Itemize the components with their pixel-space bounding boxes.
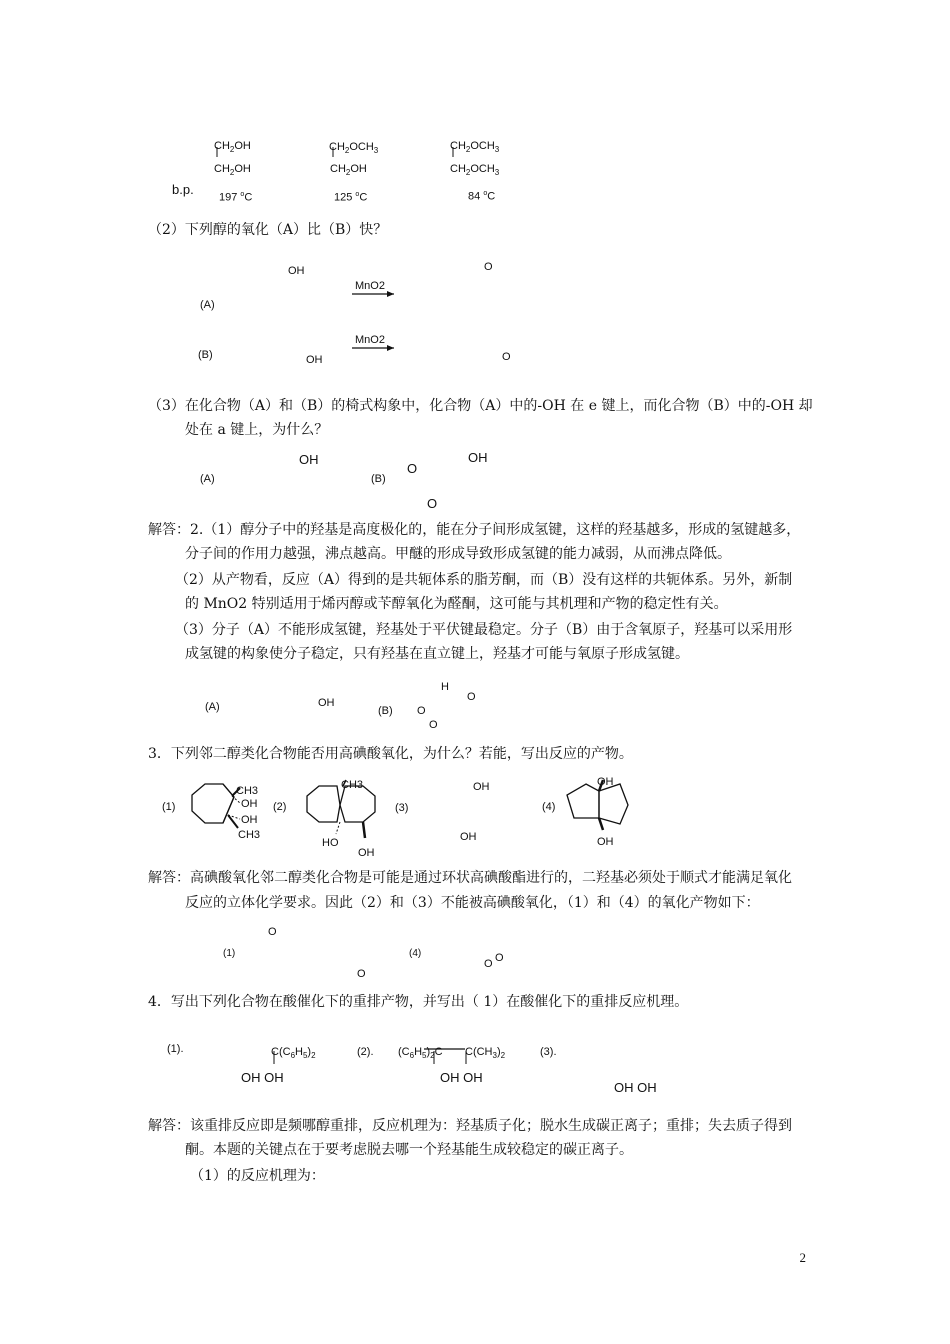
answer-2-line-1: 解答：2.（1）醇分子中的羟基是高度极化的，能在分子间形成氢键，这样的羟基越多，形成的氢键越多， (148, 522, 801, 538)
q4-ohoh-3: OH OH (614, 1080, 657, 1095)
q3b-label-1: (1) (162, 801, 176, 813)
q3b-label-4: (4) (542, 801, 556, 813)
q3-o-2: O (427, 496, 438, 511)
q4-c1: $C(C_6H_5)_2$ (271, 1046, 316, 1060)
compound2-top: $CH_2OCH_3$ (329, 141, 379, 155)
ans2-label-a: (A) (205, 701, 220, 713)
ans2-label-b: (B) (378, 705, 393, 717)
q3b-oh-4a: OH (597, 776, 614, 788)
ans3-o-4a: O (495, 952, 504, 964)
ans2-oh: OH (318, 697, 335, 709)
q3-label-b: (B) (371, 473, 386, 485)
ans3-o-1: O (268, 926, 277, 938)
q3b-ch3-1b: CH3 (238, 829, 261, 841)
q4-c2a: $(C_6H_5)_2C$ (398, 1046, 443, 1060)
q2-label-b: (B) (198, 349, 213, 361)
answer-3-line-2: 反应的立体化学要求。因此（2）和（3）不能被高碘酸氧化，（1）和（4）的氧化产物如下： (185, 895, 760, 911)
q4-ohoh-2: OH OH (440, 1070, 483, 1085)
ans3-o-2: O (357, 968, 366, 980)
q2-o-a: O (484, 261, 493, 273)
q3-o-1: O (407, 461, 418, 476)
q3b-ch3-2: CH3 (341, 779, 364, 791)
q3b-ch3-1a: CH3 (236, 785, 259, 797)
ans2-o-3: O (429, 719, 438, 731)
bp-label: b.p. (172, 182, 194, 197)
q3b-ho: HO (322, 837, 339, 849)
q3b-label-3: (3) (395, 802, 409, 814)
compound3-top: $CH_2OCH_3$ (450, 140, 500, 154)
bp-value-2: 125 $^o$C (334, 191, 368, 204)
q4-ohoh-1: OH OH (241, 1070, 284, 1085)
q3b-oh-1b: OH (241, 814, 258, 826)
q4-label-3: (3). (540, 1046, 557, 1058)
answer-2-line-2: 分子间的作用力越强，沸点越高。甲醚的形成导致形成氢键的能力减弱，从而沸点降低。 (185, 546, 731, 562)
answer-4-line-1: 解答：该重排反应即是频哪醇重排，反应机理为：羟基质子化；脱水生成碳正离子；重排；失去质子得到 (148, 1118, 792, 1134)
compound3-bottom: $CH_2OCH_3$ (450, 163, 500, 177)
q2-oh-a: OH (288, 265, 305, 277)
q3-oh-a: OH (299, 452, 319, 467)
answer-2-line-6: 成氢键的构象使分子稳定，只有羟基在直立键上，羟基才可能与氧原子形成氢键。 (185, 646, 689, 662)
q2-reagent-b: MnO2 (355, 334, 385, 346)
q2-o-b: O (502, 351, 511, 363)
answer-4-line-2: 酮。本题的关键点在于要考虑脱去哪一个羟基能生成较稳定的碳正离子。 (185, 1142, 633, 1158)
answer-2-line-3: （2）从产物看，反应（A）得到的是共轭体系的脂芳酮，而（B）没有这样的共轭体系。另外，新制 (175, 572, 793, 588)
ans3-label-1: (1) (223, 948, 236, 959)
answer-3-line-1: 解答：高碘酸氧化邻二醇类化合物是可能是通过环状高碘酸酯进行的，二羟基必须处于顺式才能满足氧化 (148, 870, 792, 886)
q4-label-1: (1). (167, 1043, 184, 1055)
ans2-o-2: O (417, 705, 426, 717)
question-3-line-2: 处在 a 键上，为什么？ (185, 422, 329, 438)
q4-label-2: (2). (357, 1046, 374, 1058)
q2-label-a: (A) (200, 299, 215, 311)
q2-oh-b: OH (306, 354, 323, 366)
ans2-o-1: O (467, 691, 476, 703)
q2-reagent-a: MnO2 (355, 280, 385, 292)
bp-value-3: 84 $^o$C (468, 190, 496, 203)
answer-4-line-3: （1）的反应机理为： (190, 1168, 325, 1184)
q3b-oh-2: OH (358, 847, 375, 859)
page-number: 2 (799, 1250, 806, 1265)
question-4-text: 4．写出下列化合物在酸催化下的重排产物，并写出（ 1）在酸催化下的重排反应机理。 (148, 994, 689, 1010)
question-3b-text: 3．下列邻二醇类化合物能否用高碘酸氧化，为什么？若能，写出反应的产物。 (148, 746, 633, 762)
ans2-h: H (441, 681, 449, 693)
compound2-bottom: $CH_2OH$ (330, 163, 367, 177)
q4-c2b: $C(CH_3)_2$ (465, 1046, 506, 1060)
answer-2-line-4: 的 MnO2 特别适用于烯丙醇或苄醇氧化为醛酮，这可能与其机理和产物的稳定性有关。 (185, 596, 728, 612)
q3b-oh-1a: OH (241, 798, 258, 810)
question-3-line-1: （3）在化合物（A）和（B）的椅式构象中，化合物（A）中的-OH 在 e 键上，而化合物（B）中的-OH 却 (148, 398, 813, 414)
q3b-oh-3b: OH (460, 831, 477, 843)
question-2-text: （2）下列醇的氧化（A）比（B）快？ (148, 222, 388, 238)
q3-label-a: (A) (200, 473, 215, 485)
q3b-oh-3a: OH (473, 781, 490, 793)
q3b-oh-4b: OH (597, 836, 614, 848)
compound1-bottom: $CH_2OH$ (214, 163, 251, 177)
q3-oh-b: OH (468, 450, 488, 465)
q3b-label-2: (2) (273, 801, 287, 813)
compound1-top: $CH_2OH$ (214, 140, 251, 154)
bp-value-1: 197 $^o$C (219, 191, 253, 204)
ans3-label-4: (4) (409, 948, 422, 959)
answer-2-line-5: （3）分子（A）不能形成氢键，羟基处于平伏键最稳定。分子（B）由于含氧原子，羟基可以采用形 (175, 622, 793, 638)
ans3-o-4b: O (484, 958, 493, 970)
